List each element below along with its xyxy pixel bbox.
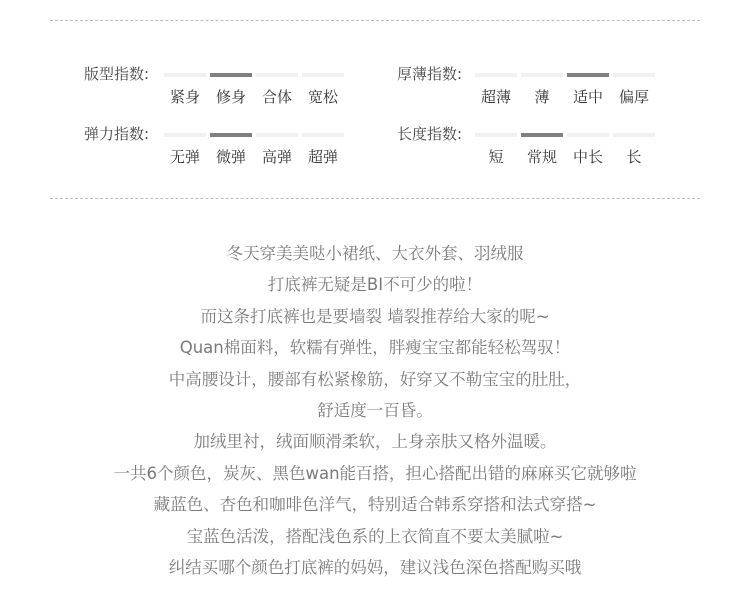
thickness-option-thick: 偏厚	[613, 73, 655, 123]
thickness-option-medium: 适中	[567, 73, 609, 123]
fit-option-regular: 合体	[256, 73, 298, 123]
thickness-option-thin: 薄	[521, 73, 563, 123]
description-line: 一共6个颜色，炭灰、黑色wan能百搭，担心搭配出错的麻麻买它就够啦	[113, 463, 637, 483]
thickness-option-ultra-thin: 超薄	[475, 73, 517, 123]
length-option-regular: 常规	[521, 133, 563, 183]
top-divider	[50, 20, 700, 21]
length-option-mid-long: 中长	[567, 133, 609, 183]
description-line: 而这条打底裤也是要墙裂 墙裂推荐给大家的呢~	[200, 306, 550, 326]
elasticity-index-label: 弹力指数:	[84, 125, 150, 143]
length-option-long: 长	[613, 133, 655, 183]
description-line: 舒适度一百昏。	[317, 400, 433, 420]
elasticity-option-none: 无弹	[164, 133, 206, 183]
elasticity-option-slight: 微弹	[210, 133, 252, 183]
description-line: Quan棉面料，软糯有弹性，胖瘦宝宝都能轻松驾驭！	[179, 338, 571, 358]
length-index-label: 长度指数:	[397, 125, 463, 143]
description-line: 藏蓝色、杏色和咖啡色洋气，特别适合韩系穿搭和法式穿搭~	[153, 495, 597, 515]
fit-option-slim: 修身	[210, 73, 252, 123]
fit-option-loose: 宽松	[302, 73, 344, 123]
description-line: 宝蓝色活泼，搭配浅色系的上衣简直不要太美腻啦~	[186, 526, 564, 546]
length-option-short: 短	[475, 133, 517, 183]
description-line: 纠结买哪个颜色打底裤的妈妈，建议浅色深色搭配购买哦	[168, 557, 582, 577]
elasticity-option-super: 超弹	[302, 133, 344, 183]
description-line: 冬天穿美美哒小裙纸、大衣外套、羽绒服	[226, 244, 524, 263]
fit-index-label: 版型指数:	[84, 65, 150, 83]
description-line: 打底裤无疑是BI不可少的啦！	[267, 275, 483, 295]
description-line: 中高腰设计，腰部有松紧橡筋，好穿又不勒宝宝的肚肚，	[168, 369, 582, 389]
thickness-index-label: 厚薄指数:	[397, 65, 463, 83]
bottom-divider	[50, 198, 700, 199]
product-description	[0, 238, 750, 583]
elasticity-option-high: 高弹	[256, 133, 298, 183]
description-line: 加绒里衬，绒面顺滑柔软，上身亲肤又格外温暖。	[193, 432, 557, 452]
fit-option-tight: 紧身	[164, 73, 206, 123]
